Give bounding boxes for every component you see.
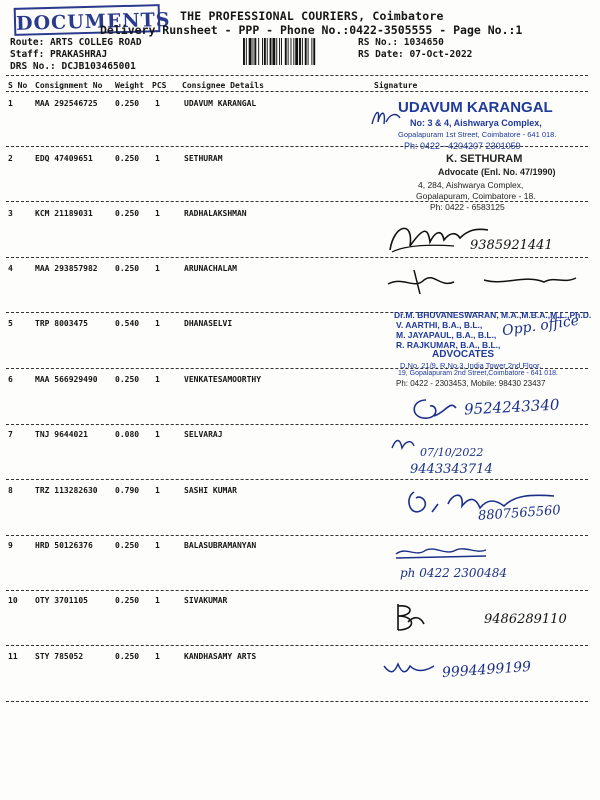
- handwriting-row9: ph 0422 2300484: [400, 566, 508, 580]
- col-signature: Signature: [374, 81, 418, 90]
- col-sno: S No: [8, 81, 28, 90]
- cell-consignee: SETHURAM: [184, 154, 223, 163]
- stamp1-phone: Ph: 0422 - 4204207 2301059: [404, 141, 521, 151]
- drs-number: DRS No.: DCJB103465001: [10, 61, 136, 72]
- cell-consignment: MAA 292546725: [35, 99, 98, 108]
- cell-consignee: SELVARAJ: [184, 430, 223, 439]
- cell-consignment: STY 785052: [35, 652, 84, 661]
- cell-consignment: TNJ 9644021: [35, 430, 88, 439]
- row-separator: [6, 257, 588, 258]
- cell-consignment: EDQ 47409651: [35, 154, 93, 163]
- cell-weight: 0.250: [115, 154, 140, 163]
- handwriting-row5: Opp. office: [501, 312, 581, 340]
- cell-consignment: OTY 3701105: [35, 596, 88, 605]
- cell-pcs: 1: [155, 486, 160, 495]
- cell-consignee: ARUNACHALAM: [184, 264, 237, 273]
- signature-row1: [368, 104, 404, 130]
- cell-sno: 6: [8, 375, 13, 384]
- cell-sno: 4: [8, 264, 13, 273]
- stamp3-line3: M. JAYAPAUL, B.A., B.L.,: [396, 330, 497, 340]
- cell-sno: 3: [8, 209, 13, 218]
- stamp2-line1: Advocate (Enl. No. 47/1990): [438, 167, 556, 177]
- cell-consignee: VENKATESAMOORTHY: [184, 375, 262, 384]
- cell-weight: 0.250: [115, 596, 140, 605]
- stamp3-line4: R. RAJKUMAR, B.A., B.L.,: [396, 340, 501, 350]
- runsheet-subtitle: Delivery Runsheet - PPP - Phone No.:0422-3505555 - Page No.:1: [100, 23, 523, 37]
- cell-consignee: DHANASELVI: [184, 319, 233, 328]
- stamp3-line5: ADVOCATES: [432, 349, 495, 360]
- stamp2-line3: Gopalapuram, Coimbatore - 18.: [416, 191, 536, 201]
- staff-label: Staff: PRAKASHRAJ: [10, 49, 108, 60]
- row-separator: [6, 590, 588, 591]
- header-bottom-rule: [6, 91, 588, 92]
- cell-consignment: KCM 21189031: [35, 209, 93, 218]
- handwriting-row10: 9486289110: [484, 612, 567, 627]
- cell-consignee: KANDHASAMY ARTS: [184, 652, 257, 661]
- signature-row7: [388, 434, 418, 454]
- cell-consignee: BALASUBRAMANYAN: [184, 541, 257, 550]
- stamp1-name: UDAVUM KARANGAL: [398, 99, 553, 116]
- handwriting-row7-phone: 9443343714: [410, 462, 493, 477]
- cell-consignee: SASHI KUMAR: [184, 486, 237, 495]
- stamp1-line1: No: 3 & 4, Aishwarya Complex,: [410, 118, 542, 128]
- stamp3-line6: D.No. 21/9, R.No.3, India Tower 2nd Floor,: [400, 361, 542, 370]
- cell-weight: 0.790: [115, 486, 140, 495]
- cell-sno: 9: [8, 541, 13, 550]
- cell-weight: 0.250: [115, 209, 140, 218]
- cell-weight: 0.250: [115, 541, 140, 550]
- stamp3-line1: Dr.M. BHUVANESWARAN, M.A.,M.B.A.,M.L.,Ph.D.: [394, 310, 592, 320]
- cell-weight: 0.250: [115, 652, 140, 661]
- cell-pcs: 1: [155, 209, 160, 218]
- signature-row9: [392, 544, 492, 560]
- stamp3-line7: 19, Gopalapuram 2nd Street,Coimbatore - 641 018.: [398, 370, 558, 377]
- cell-pcs: 1: [155, 596, 160, 605]
- cell-consignment: HRD 50126376: [35, 541, 93, 550]
- col-weight: Weight: [115, 81, 144, 90]
- company-title: THE PROFESSIONAL COURIERS, Coimbatore: [180, 9, 444, 23]
- cell-pcs: 1: [155, 99, 160, 108]
- cell-sno: 10: [8, 596, 18, 605]
- cell-sno: 11: [8, 652, 18, 661]
- cell-sno: 7: [8, 430, 13, 439]
- handwriting-row8: 8807565560: [477, 503, 562, 524]
- stamp3-line8: Ph: 0422 - 2303453, Mobile: 98430 23437: [396, 379, 546, 388]
- cell-sno: 5: [8, 319, 13, 328]
- row-separator: [6, 535, 588, 536]
- cell-weight: 0.250: [115, 264, 140, 273]
- stamp2-name: K. SETHURAM: [446, 153, 523, 165]
- row-separator: [6, 701, 588, 702]
- handwriting-row11: 9994499199: [441, 658, 532, 682]
- rs-date: RS Date: 07-Oct-2022: [358, 49, 473, 60]
- cell-pcs: 1: [155, 264, 160, 273]
- stamp3-line2: V. AARTHI, B.A., B.L.,: [396, 320, 483, 330]
- cell-pcs: 1: [155, 652, 160, 661]
- header-top-rule: [6, 75, 588, 76]
- cell-weight: 0.080: [115, 430, 140, 439]
- route-label: Route: ARTS COLLEG ROAD: [10, 37, 142, 48]
- signature-row11: [380, 658, 440, 682]
- cell-pcs: 1: [155, 319, 160, 328]
- cell-consignee: SIVAKUMAR: [184, 596, 228, 605]
- handwriting-row6: 9524243340: [463, 395, 560, 419]
- cell-sno: 8: [8, 486, 13, 495]
- cell-sno: 2: [8, 154, 13, 163]
- row-separator: [6, 424, 588, 425]
- signature-row10: [388, 600, 428, 636]
- signature-row6: [406, 394, 466, 424]
- cell-sno: 1: [8, 99, 13, 108]
- row-separator: [6, 645, 588, 646]
- stamp1-line2: Gopalapuram 1st Street, Coimbatore - 641 018.: [398, 130, 557, 139]
- signature-row4: [384, 266, 584, 296]
- barcode: [242, 38, 350, 65]
- row-separator: [6, 479, 588, 480]
- cell-pcs: 1: [155, 154, 160, 163]
- handwriting-row3: 9385921441: [470, 238, 553, 253]
- cell-consignee: RADHALAKSHMAN: [184, 209, 247, 218]
- col-consignment: Consignment No: [35, 81, 103, 90]
- cell-weight: 0.540: [115, 319, 140, 328]
- cell-pcs: 1: [155, 430, 160, 439]
- cell-consignment: TRZ 113282630: [35, 486, 98, 495]
- rs-number: RS No.: 1034650: [358, 37, 444, 48]
- cell-weight: 0.250: [115, 99, 140, 108]
- stamp2-phone: Ph: 0422 - 6583125: [430, 202, 505, 212]
- cell-consignment: MAA 566929490: [35, 375, 98, 384]
- cell-weight: 0.250: [115, 375, 140, 384]
- col-pcs: PCS: [152, 81, 167, 90]
- cell-consignment: TRP 8003475: [35, 319, 88, 328]
- documents-stamp: DOCUMENTS: [14, 4, 161, 36]
- cell-pcs: 1: [155, 375, 160, 384]
- cell-consignee: UDAVUM KARANGAL: [184, 99, 257, 108]
- cell-consignment: MAA 293857982: [35, 264, 98, 273]
- stamp2-line2: 4, 284, Aishwarya Complex,: [418, 180, 524, 190]
- col-consignee: Consignee Details: [182, 81, 264, 90]
- cell-pcs: 1: [155, 541, 160, 550]
- handwriting-row7-date: 07/10/2022: [420, 446, 484, 459]
